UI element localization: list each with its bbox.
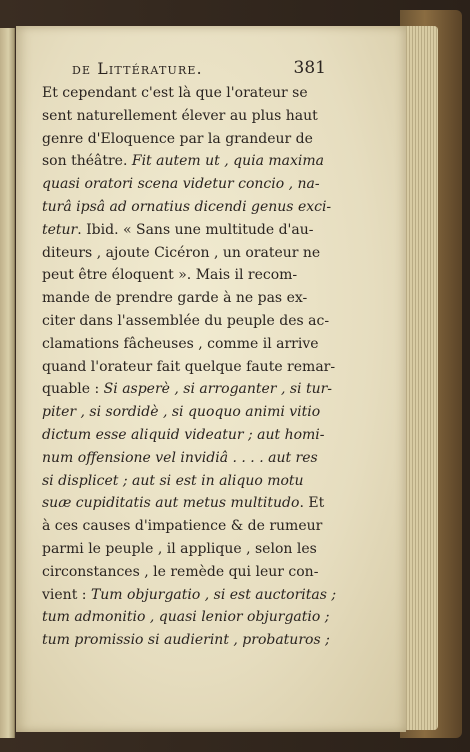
text-line: [42, 105, 342, 128]
body-text: [42, 82, 342, 652]
text-line: [42, 219, 342, 242]
text-segment: . Ibid. « Sans une multitude d'au-: [77, 221, 314, 238]
text-segment: mande de prendre garde à ne pas ex-: [42, 290, 308, 307]
text-line: [42, 629, 342, 652]
text-segment: peut être éloquent ». Mais il recom-: [42, 267, 298, 284]
text-line: [42, 173, 342, 196]
text-line: [42, 447, 342, 470]
text-segment: clamations fâcheuses , comme il arrive: [42, 335, 319, 352]
latin-quote-segment: Tum objurgatio , si est auctoritas ;: [90, 586, 337, 603]
text-line: [42, 287, 342, 310]
text-line: [42, 82, 342, 105]
page-number: 381: [293, 58, 326, 78]
text-segment: citer dans l'assemblée du peuple des ac-: [42, 312, 330, 329]
text-line: [42, 401, 342, 424]
text-segment: quable :: [42, 381, 104, 398]
running-head-title: de Littérature.: [72, 60, 203, 78]
text-line: [42, 606, 342, 629]
text-segment: . Et: [299, 495, 325, 512]
text-line: [42, 515, 342, 538]
text-line: [42, 242, 342, 265]
text-line: [42, 310, 342, 333]
latin-quote-segment: num offensione vel invidiâ . . . . aut res: [42, 449, 318, 466]
text-segment: circonstances , le remède qui leur con-: [42, 563, 319, 580]
latin-quote-segment: si displicet ; aut si est in aliquo motu: [42, 472, 304, 489]
latin-quote-segment: suæ cupiditatis aut metus multitudo: [42, 495, 300, 512]
running-head: [72, 58, 326, 84]
text-segment: son théâtre.: [42, 153, 132, 170]
latin-quote-segment: tetur: [42, 221, 78, 238]
text-line: [42, 264, 342, 287]
text-line: [42, 150, 342, 173]
left-page-edge: [0, 28, 15, 738]
text-line: [42, 378, 342, 401]
text-line: [42, 333, 342, 356]
text-line: [42, 561, 342, 584]
text-segment: Et cependant c'est là que l'orateur se: [42, 85, 308, 101]
text-line: [42, 196, 342, 219]
latin-quote-segment: quasi oratori scena videtur concio , na-: [42, 176, 320, 193]
latin-quote-segment: piter , si sordidè , si quoquo animi vitio: [42, 404, 321, 421]
text-line: [42, 538, 342, 561]
text-line: [42, 424, 342, 447]
text-line: [42, 584, 342, 607]
latin-quote-segment: turâ ipsâ ad ornatius dicendi genus exci-: [42, 198, 332, 215]
latin-quote-segment: tum admonitio , quasi lenior objurgatio ;: [42, 609, 330, 626]
latin-quote-segment: Fit autem ut , quia maxima: [131, 153, 324, 170]
text-segment: vient :: [42, 586, 91, 603]
text-line: [42, 356, 342, 379]
text-segment: parmi le peuple , il applique , selon les: [42, 540, 317, 557]
latin-quote-segment: dictum esse aliquid videatur ; aut homi-: [42, 426, 325, 443]
text-line: [42, 492, 342, 515]
text-segment: sent naturellement élever au plus haut: [42, 107, 318, 124]
text-line: [42, 128, 342, 151]
text-segment: diteurs , ajoute Cicéron , un orateur ne: [42, 244, 321, 261]
text-segment: à ces causes d'impatience & de rumeur: [42, 518, 323, 535]
latin-quote-segment: tum promissio si audierint , probaturos ;: [42, 632, 330, 649]
text-line: [42, 470, 342, 493]
latin-quote-segment: Si asperè , si arroganter , si tur-: [103, 381, 333, 398]
text-segment: genre d'Eloquence par la grandeur de: [42, 130, 313, 147]
text-segment: quand l'orateur fait quelque faute remar-: [42, 358, 336, 375]
